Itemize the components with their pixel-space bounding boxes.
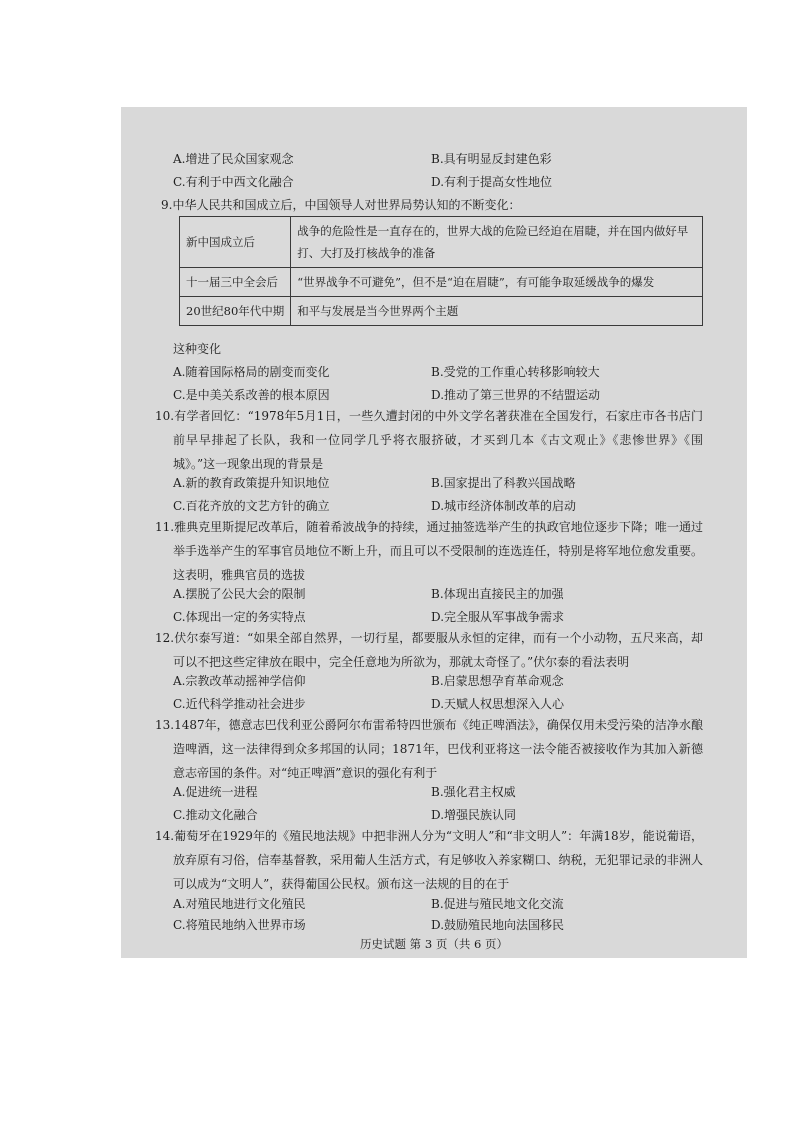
- q10-stem: [155, 404, 703, 476]
- q10-option-c: C.百花齐放的文艺方针的确立: [173, 499, 330, 513]
- q12-stem-text: 12.伏尔泰写道：“如果全部自然界，一切行星，都要服从永恒的定律，而有一个小动物，五尺来高，却可以不把这些定律放在眼中，完全任意地为所欲为，那就太奇怪了。”伏尔泰的看法表明: [155, 631, 703, 669]
- q14-option-c: C.将殖民地纳入世界市场: [173, 918, 306, 932]
- q12-stem: [155, 626, 703, 674]
- q8-option-d: D.有利于提高女性地位: [431, 175, 553, 189]
- q13-option-c: C.推动文化融合: [173, 808, 258, 822]
- table-row: [180, 297, 703, 326]
- q12-option-d: D.天赋人权思想深入人心: [431, 697, 565, 711]
- table-cell-period: 20世纪80年代中期: [180, 297, 291, 326]
- q14-option-d: D.鼓励殖民地向法国移民: [431, 918, 565, 932]
- q12-option-c: C.近代科学推动社会进步: [173, 697, 306, 711]
- q8-option-a: A.增进了民众国家观念: [173, 152, 294, 166]
- q9-table: [179, 216, 703, 326]
- q11-stem: [155, 515, 703, 587]
- q12-option-a: A.宗教改革动摇神学信仰: [173, 674, 306, 688]
- q9-option-d: D.推动了第三世界的不结盟运动: [431, 388, 601, 402]
- q14-option-b: B.促进与殖民地文化交流: [431, 897, 564, 911]
- q12-option-b: B.启蒙思想孕育革命观念: [431, 674, 564, 688]
- q11-stem-text: 11.雅典克里斯提尼改革后，随着希波战争的持续，通过抽签选举产生的执政官地位逐步下降；唯一通过举手选举产生的军事官员地位不断上升，而且可以不受限制的连选连任，特别是将军地位愈发重要。这表明，雅典官员的选拔: [155, 520, 703, 582]
- table-cell-view: 战争的危险性是一直存在的，世界大战的危险已经迫在眉睫，并在国内做好早打、大打及打核战争的准备: [291, 217, 703, 268]
- q10-option-b: B.国家提出了科教兴国战略: [431, 476, 576, 490]
- q14-stem: [155, 824, 703, 896]
- q10-stem-text: 10.有学者回忆：“1978年5月1日，一些久遭封闭的中外文学名著获准在全国发行，石家庄市各书店门前早早排起了长队，我和一位同学几乎将衣服挤破，才买到几本《古文观止》《悲惨世界》《围城》。”这一现象出现的背景是: [155, 409, 703, 471]
- q11-option-b: B.体现出直接民主的加强: [431, 587, 564, 601]
- table-cell-view: “世界战争不可避免”，但不是“迫在眉睫”，有可能争取延缓战争的爆发: [291, 268, 703, 297]
- q14-stem-text: 14.葡萄牙在1929年的《殖民地法规》中把非洲人分为“文明人”和“非文明人”：年满18岁，能说葡语，放弃原有习俗，信奉基督教，采用葡人生活方式，有足够收入养家糊口、纳税，无犯罪记录的非洲人可以成为“文明人”，获得葡国公民权。颁布这一法规的目的在于: [155, 829, 703, 891]
- q10-option-d: D.城市经济体制改革的启动: [431, 499, 577, 513]
- q9-stem: 9.中华人民共和国成立后，中国领导人对世界局势认知的不断变化：: [161, 198, 521, 212]
- q11-option-d: D.完全服从军事战争需求: [431, 610, 565, 624]
- q14-option-a: A.对殖民地进行文化殖民: [173, 897, 306, 911]
- q13-option-d: D.增强民族认同: [431, 808, 517, 822]
- q8-option-c: C.有利于中西文化融合: [173, 175, 294, 189]
- table-row: [180, 217, 703, 268]
- q13-stem-text: 13.1487年，德意志巴伐利亚公爵阿尔布雷希特四世颁布《纯正啤酒法》，确保仅用未受污染的洁净水酿造啤酒，这一法律得到众多邦国的认同；1871年，巴伐利亚将这一法令能否被接收作为其加入新德意志帝国的条件。对“纯正啤酒”意识的强化有利于: [155, 718, 703, 780]
- scanned-exam-page: [121, 107, 747, 958]
- q9-option-b: B.受党的工作重心转移影响较大: [431, 365, 600, 379]
- q13-stem: [155, 713, 703, 785]
- q11-option-c: C.体现出一定的务实特点: [173, 610, 306, 624]
- q13-option-a: A.促进统一进程: [173, 785, 258, 799]
- q9-option-a: A.随着国际格局的剧变而变化: [173, 365, 330, 379]
- q13-option-b: B.强化君主权威: [431, 785, 516, 799]
- q8-option-b: B.具有明显反封建色彩: [431, 152, 552, 166]
- q9-lead: 这种变化: [173, 342, 222, 356]
- table-cell-view: 和平与发展是当今世界两个主题: [291, 297, 703, 326]
- page-footer: 历史试题 第 3 页（共 6 页）: [360, 937, 508, 951]
- q9-option-c: C.是中美关系改善的根本原因: [173, 388, 330, 402]
- table-cell-period: 十一届三中全会后: [180, 268, 291, 297]
- q10-option-a: A.新的教育政策提升知识地位: [173, 476, 330, 490]
- table-row: [180, 268, 703, 297]
- table-cell-period: 新中国成立后: [180, 217, 291, 268]
- q11-option-a: A.摆脱了公民大会的限制: [173, 587, 306, 601]
